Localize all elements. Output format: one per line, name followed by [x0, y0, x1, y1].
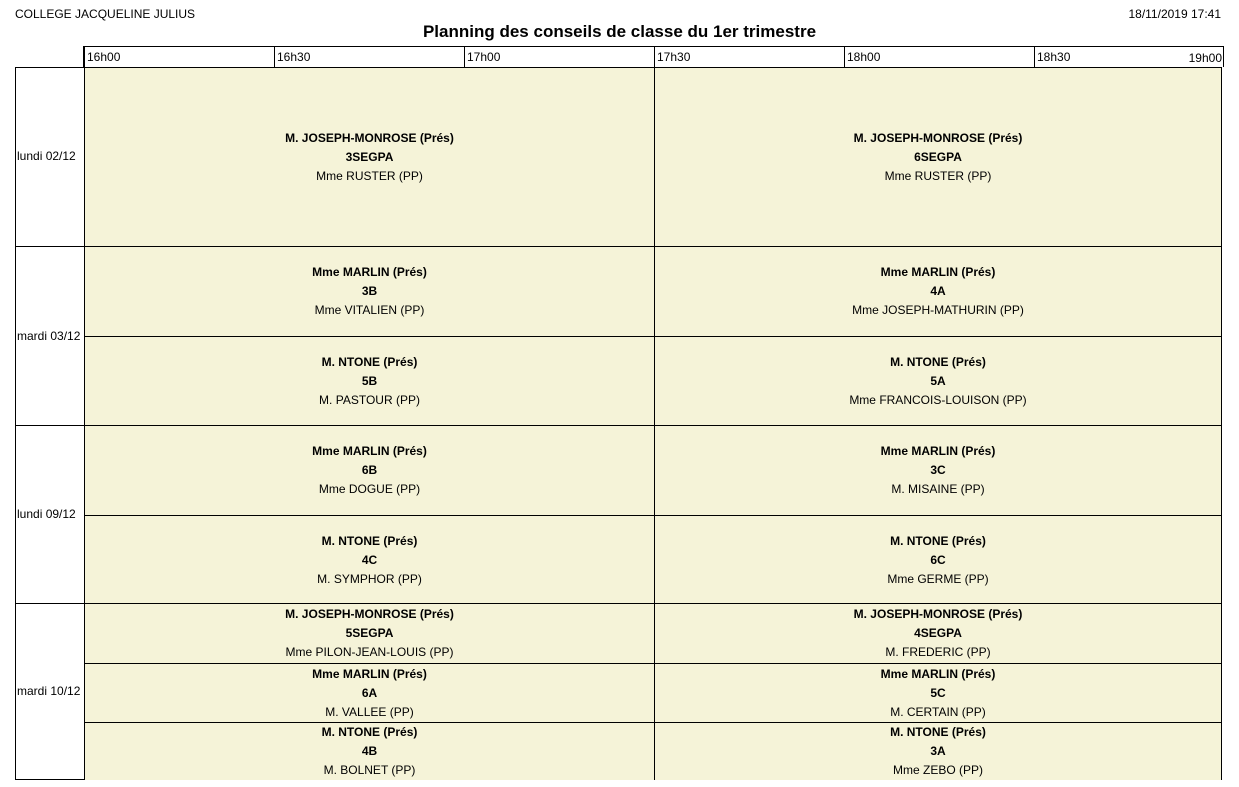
council-session[interactable] — [85, 426, 655, 515]
time-slot-row — [85, 663, 1221, 722]
main-teacher: M. VALLEE (PP) — [325, 704, 414, 719]
day-block — [16, 68, 1221, 246]
day-label: mardi 03/12 — [17, 328, 81, 343]
main-teacher: M. BOLNET (PP) — [323, 763, 416, 777]
council-session[interactable] — [655, 723, 1221, 780]
school-name: COLLEGE JACQUELINE JULIUS — [15, 7, 196, 21]
president-name: Mme MARLIN (Prés) — [312, 265, 427, 279]
time-slot-row — [85, 336, 1221, 426]
class-name: 6SEGPA — [914, 149, 962, 164]
class-name: 4C — [361, 552, 378, 567]
day-sessions — [84, 604, 1221, 779]
print-datetime: 18/11/2019 17:41 — [1128, 7, 1221, 21]
council-session[interactable] — [85, 723, 655, 780]
class-name: 5A — [930, 374, 946, 388]
time-slot-row — [85, 722, 1221, 780]
president-name: M. JOSEPH-MONROSE (Prés) — [853, 607, 1023, 621]
class-name: 5B — [361, 374, 378, 388]
president-name: M. JOSEPH-MONROSE (Prés) — [853, 130, 1023, 145]
class-name: 5SEGPA — [345, 626, 394, 640]
main-teacher: M. CERTAIN (PP) — [890, 704, 986, 719]
time-tick: 17h00 — [464, 47, 654, 67]
council-session[interactable] — [655, 516, 1221, 604]
main-teacher: M. MISAINE (PP) — [891, 482, 985, 496]
president-name: Mme MARLIN (Prés) — [312, 666, 427, 681]
council-session[interactable] — [655, 604, 1221, 663]
council-session[interactable] — [85, 247, 655, 336]
council-session[interactable] — [85, 664, 655, 722]
class-name: 3B — [361, 284, 378, 298]
time-slot-row — [85, 515, 1221, 604]
president-name: Mme MARLIN (Prés) — [880, 265, 996, 279]
class-name: 4SEGPA — [914, 626, 962, 640]
class-name: 3C — [930, 463, 946, 477]
council-session[interactable] — [655, 426, 1221, 515]
day-block — [16, 425, 1221, 603]
class-name: 6C — [930, 552, 946, 567]
day-sessions — [84, 68, 1221, 246]
council-session[interactable] — [655, 247, 1221, 336]
main-teacher: Mme DOGUE (PP) — [318, 482, 421, 496]
class-name: 3A — [930, 744, 946, 758]
time-tick: 17h30 — [654, 47, 844, 67]
council-session[interactable] — [655, 68, 1221, 246]
president-name: M. NTONE (Prés) — [321, 725, 418, 739]
time-tick: 16h30 — [274, 47, 464, 67]
president-name: Mme MARLIN (Prés) — [880, 444, 996, 458]
day-label: mardi 10/12 — [17, 684, 81, 698]
main-teacher: M. PASTOUR (PP) — [319, 393, 420, 407]
day-label: lundi 02/12 — [17, 149, 76, 163]
president-name: M. NTONE (Prés) — [890, 533, 986, 548]
time-slot-row — [85, 604, 1221, 663]
main-teacher: Mme RUSTER (PP) — [316, 168, 423, 183]
main-teacher: M. SYMPHOR (PP) — [317, 571, 422, 586]
time-slot-row — [85, 68, 1221, 246]
main-teacher: M. FREDERIC (PP) — [885, 645, 991, 659]
council-session[interactable] — [85, 68, 655, 246]
time-tick: 18h00 — [844, 47, 1034, 67]
council-session[interactable] — [85, 337, 655, 426]
main-teacher: Mme GERME (PP) — [887, 571, 989, 586]
class-name: 6B — [361, 463, 378, 477]
main-teacher: Mme PILON-JEAN-LOUIS (PP) — [285, 645, 454, 659]
page-title: Planning des conseils de classe du 1er trimestre — [422, 22, 817, 41]
president-name: M. NTONE (Prés) — [321, 355, 418, 369]
class-name: 5C — [930, 685, 946, 700]
main-teacher: Mme JOSEPH-MATHURIN (PP) — [852, 303, 1024, 317]
time-tick: 18h30 — [1034, 47, 1223, 67]
main-teacher: Mme RUSTER (PP) — [884, 168, 992, 183]
day-block — [16, 246, 1221, 425]
time-slot-row — [85, 426, 1221, 515]
council-session[interactable] — [85, 516, 655, 604]
time-slot-row — [85, 247, 1221, 336]
council-session[interactable] — [655, 337, 1221, 426]
president-name: Mme MARLIN (Prés) — [312, 444, 427, 458]
main-teacher: Mme VITALIEN (PP) — [314, 303, 425, 317]
main-teacher: Mme ZEBO (PP) — [892, 763, 983, 777]
day-sessions — [84, 426, 1221, 603]
main-teacher: Mme FRANCOIS-LOUISON (PP) — [849, 393, 1027, 407]
president-name: Mme MARLIN (Prés) — [880, 666, 996, 681]
president-name: M. JOSEPH-MONROSE (Prés) — [285, 130, 454, 145]
president-name: M. NTONE (Prés) — [890, 725, 986, 739]
council-session[interactable] — [85, 604, 655, 663]
class-name: 4B — [361, 744, 378, 758]
day-block — [16, 603, 1221, 779]
day-label: lundi 09/12 — [17, 507, 76, 521]
time-tick: 16h00 — [84, 47, 274, 67]
time-scale — [83, 46, 1224, 67]
council-session[interactable] — [655, 664, 1221, 722]
class-name: 6A — [361, 685, 378, 700]
president-name: M. JOSEPH-MONROSE (Prés) — [285, 607, 454, 621]
class-name: 3SEGPA — [345, 149, 394, 164]
president-name: M. NTONE (Prés) — [321, 533, 418, 548]
president-name: M. NTONE (Prés) — [890, 355, 986, 369]
schedule-grid — [15, 67, 1222, 780]
day-sessions — [84, 247, 1221, 425]
time-tick-end: 19h00 — [1188, 51, 1222, 65]
class-name: 4A — [930, 284, 946, 298]
